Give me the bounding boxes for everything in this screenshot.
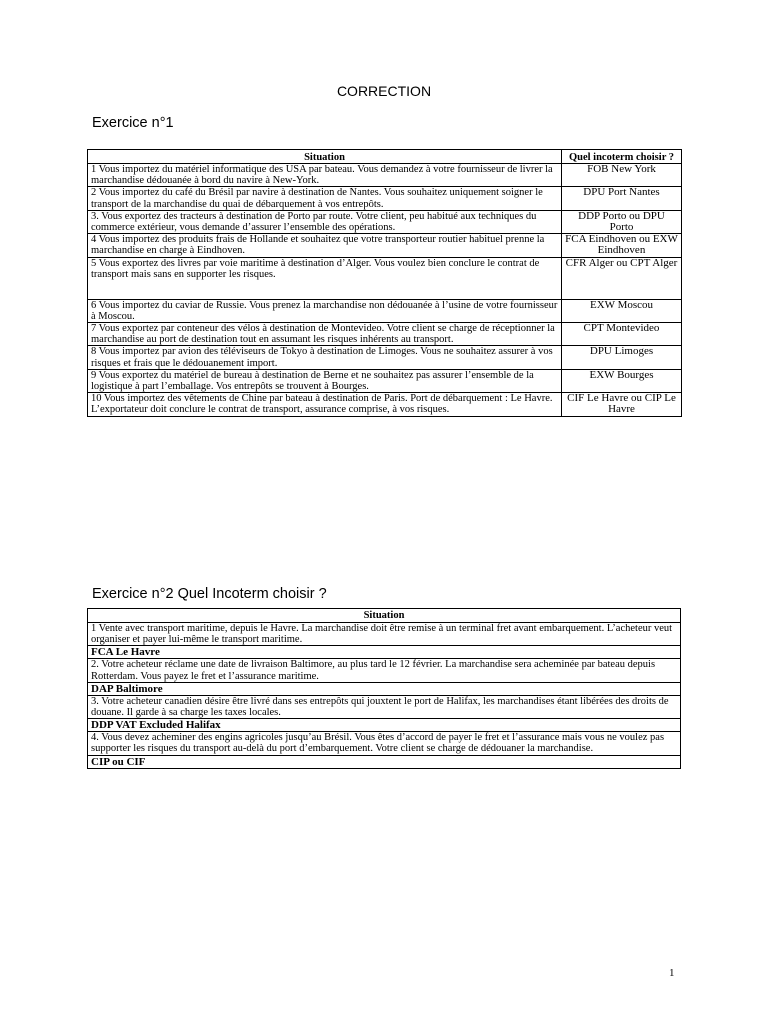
incoterm-answer: CIP ou CIF [88,755,681,768]
table-row [88,299,682,322]
table-header-row [88,150,682,164]
table-header-row [88,609,681,623]
table-row [88,393,682,416]
incoterm-cell: CPT Montevideo [562,323,682,346]
incoterm-cell: EXW Moscou [562,299,682,322]
table-row [88,323,682,346]
table-row [88,659,681,682]
table-row [88,695,681,718]
situation-cell: 5 Vous exportez des livres par voie maritime à destination d’Alger. Vous voulez bien conclure le contrat de transport mais sans en supporter les risques. [88,257,562,299]
situation-cell: 2 Vous importez du café du Brésil par navire à destination de Nantes. Vous souhaitez uniquement soigner le transport de la marchandise du quai de débarquement à vos entrepôts. [88,187,562,210]
table-row [88,646,681,659]
incoterm-answer: DDP VAT Excluded Halifax [88,719,681,732]
situation-cell: 1 Vous importez du matériel informatique des USA par bateau. Vous demandez à votre fournisseur de livrer la marchandise dédouanée à bord du navire à New-York. [88,164,562,187]
table-row [88,234,682,257]
document-title: CORRECTION [336,83,432,99]
situation-cell: 6 Vous importez du caviar de Russie. Vous prenez la marchandise non dédouanée à l’usine de votre fournisseur à Moscou. [88,299,562,322]
table-row [88,164,682,187]
incoterm-cell: EXW Bourges [562,369,682,392]
situation-cell: 4. Vous devez acheminer des engins agricoles jusqu’au Brésil. Vous êtes d’accord de payer le fret et l’assurance mais vous ne voulez pas supporter les risques du transport au-delà du port d’embarquement. Votre client se charge de dédouaner la marchandise. [88,732,681,755]
incoterm-cell: CIF Le Havre ou CIP Le Havre [562,393,682,416]
table-row [88,257,682,299]
incoterm-cell: DDP Porto ou DPU Porto [562,210,682,233]
situation-header: Situation [88,150,562,164]
situation-cell: 3. Votre acheteur canadien désire être livré dans ses entrepôts qui jouxtent le port de Halifax, les marchandises étant libérées des droits de douane. Il garde à sa charge les taxes locales. [88,695,681,718]
exercise1-table [87,149,682,417]
incoterm-header: Quel incoterm choisir ? [562,150,682,164]
incoterm-cell: DPU Limoges [562,346,682,369]
situation-cell: 3. Vous exportez des tracteurs à destination de Porto par route. Votre client, peu habitué aux techniques du commerce extérieur, vous demande d’assurer l’ensemble des opérations. [88,210,562,233]
incoterm-cell: FOB New York [562,164,682,187]
situation-cell: 8 Vous importez par avion des téléviseurs de Tokyo à destination de Limoges. Vous ne souhaitez assurer à vos risques et frais que le dédouanement import. [88,346,562,369]
table-row [88,623,681,646]
table-row [88,755,681,768]
incoterm-cell: DPU Port Nantes [562,187,682,210]
table-row [88,719,681,732]
incoterm-answer: FCA Le Havre [88,646,681,659]
situation-cell: 2. Votre acheteur réclame une date de livraison Baltimore, au plus tard le 12 février. La marchandise sera acheminée par bateau depuis Rotterdam. Vous payez le fret et l’assurance maritime. [88,659,681,682]
exercise2-heading: Exercice n°2 Quel Incoterm choisir ? [92,586,327,602]
table-row [88,210,682,233]
situation-cell: 10 Vous importez des vêtements de Chine par bateau à destination de Paris. Port de débarquement : Le Havre. L’exportateur doit conclure le contrat de transport, assurance comprise, à vos risques. [88,393,562,416]
table-row [88,732,681,755]
table-row [88,682,681,695]
incoterm-cell: FCA Eindhoven ou EXW Eindhoven [562,234,682,257]
table-row [88,369,682,392]
situation-cell: 4 Vous importez des produits frais de Hollande et souhaitez que votre transporteur routier habituel prenne la marchandise en charge à Eindhoven. [88,234,562,257]
incoterm-answer: DAP Baltimore [88,682,681,695]
situation-cell: 7 Vous exportez par conteneur des vélos à destination de Montevideo. Votre client se charge de réceptionner la marchandise au port de destination tout en assumant les risques inhérents au transport. [88,323,562,346]
exercise2-table [87,608,681,769]
table-row [88,187,682,210]
incoterm-cell: CFR Alger ou CPT Alger [562,257,682,299]
exercise1-heading: Exercice n°1 [92,115,174,131]
page-number: 1 [669,967,675,979]
table-row [88,346,682,369]
situation-cell: 1 Vente avec transport maritime, depuis le Havre. La marchandise doit être remise à un terminal fret avant embarquement. L’acheteur veut organiser et payer lui-même le transport maritime. [88,623,681,646]
situation-cell: 9 Vous exportez du matériel de bureau à destination de Berne et ne souhaitez pas assurer l’ensemble de la logistique à part l’emballage. Vos entrepôts se trouvent à Bourges. [88,369,562,392]
situation-header: Situation [88,609,681,623]
